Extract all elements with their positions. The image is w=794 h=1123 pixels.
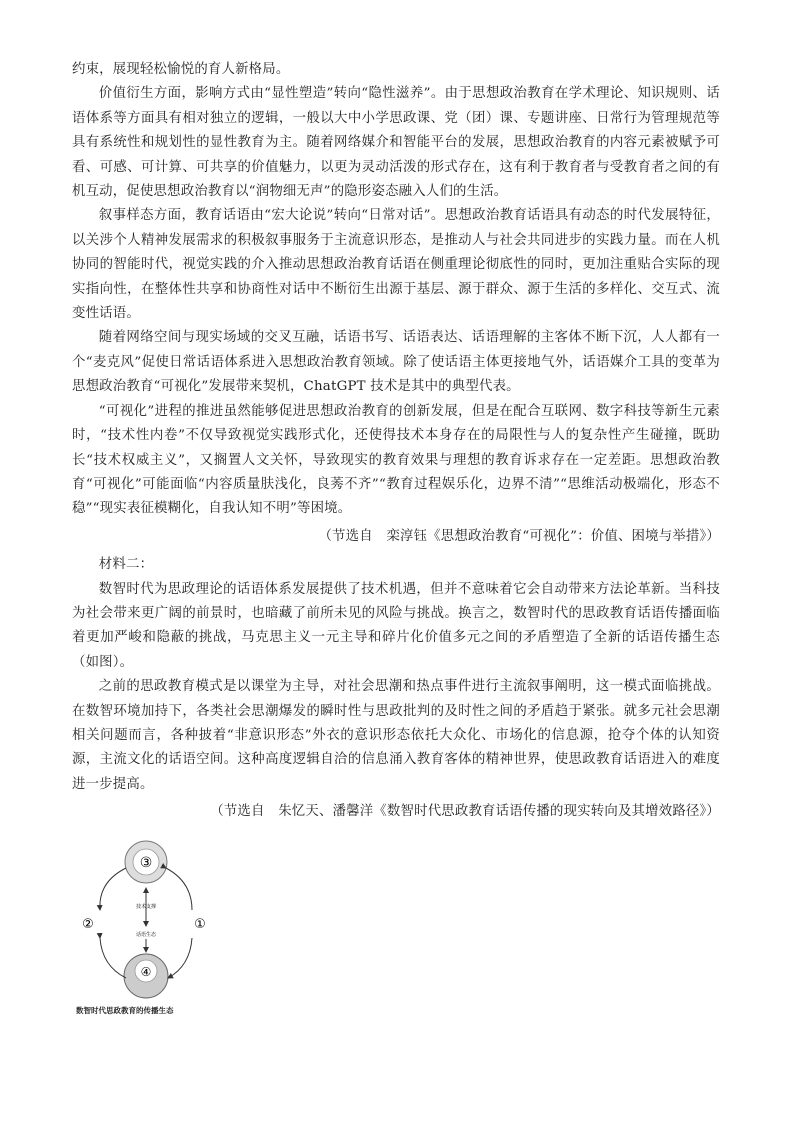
top-node-label: ③: [139, 855, 153, 871]
left-label: ②: [82, 917, 94, 932]
material-2-heading: 材料二：: [98, 557, 154, 573]
document-body: [72, 58, 720, 825]
arc-left-top: [100, 868, 126, 910]
figure-caption: 数智时代思政教育的传播生态: [76, 1006, 174, 1015]
paragraph-4: 随着网络空间与现实场域的交叉互融，话语书写、话语表达、话语理解的主客体不断下沉，人人都有一个“麦克风”促使日常话语体系进入思想政治教育领域。除了使话语主体更接地气外，话语媒介工具的变革为思想政治教育“可视化”发展带来契机，ChatGPT 技术是其中的典型代表。: [72, 330, 720, 395]
ecology-diagram: [76, 838, 226, 1023]
paragraph-1: 约束，展现轻松愉悦的育人新格局。: [72, 62, 290, 77]
paragraph-6: 数智时代为思政理论的话语体系发展提供了技术机遇，但并不意味着它会自动带来方法论革新。当科技为社会带来更广阔的前景时，也暗藏了前所未见的风险与挑战。换言之，数智时代的思政教育话语传播面临着更加严峻和隐蔽的挑战，马克思主义一元主导和碎片化价值多元之间的矛盾塑造了全新的话语传播生态（如图）。: [72, 581, 720, 670]
source-citation-2: （节选自 朱忆天、潘馨洋《数智时代思政教育话语传播的现实转向及其增效路径》）: [210, 804, 720, 820]
arc-right-bottom: [168, 938, 192, 978]
bottom-node-label: ④: [140, 965, 152, 979]
arc-left-bottom: [100, 938, 126, 978]
source-citation-1: （节选自 栾淳钰《思想政治教育“可视化”：价值、困境与举措》）: [318, 528, 720, 544]
center-top-text: 技术支撑: [135, 904, 157, 910]
paragraph-5: “可视化”进程的推进虽然能够促进思想政治教育的创新发展，但是在配合互联网、数字科技等新生元素时，“技术性内卷”不仅导致视觉实践形式化，还使得技术本身存在的局限性与人的复杂性产生碰撞，既助长“技术权威主义”，又搁置人文关怀，导致现实的教育效果与理想的教育诉求存在一定差距。思想政治教育“可视化”可能面临“内容质量肤浅化，良莠不齐”“教育过程娱乐化，边界不清”“思维活动极端化，形态不稳”“现实表征模糊化，自我认知不明”等困境。: [72, 403, 720, 517]
paragraph-2: 价值衍生方面，影响方式由“显性塑造”转向“隐性滋养”。由于思想政治教育在学术理论、知识规则、话语体系等方面具有相对独立的逻辑，一般以大中小学思政课、党（团）课、专题讲座、日常行为管理规范等具有系统性和规划性的显性教育为主。随着网络媒介和智能平台的发展，思想政治教育的内容元素被赋予可看、可感、可计算、可共享的价值魅力，以更为灵动活泼的形式存在，这有利于教育者与受教育者之间的有机互动，促使思想政治教育以“润物细无声”的隐形姿态融入人们的生活。: [72, 86, 720, 200]
right-label: ①: [194, 917, 206, 932]
paragraph-3: 叙事样态方面，教育话语由“宏大论说”转向“日常对话”。思想政治教育话语具有动态的时代发展特征，以关涉个人精神发展需求的积极叙事服务于主流意识形态，是推动人与社会共同进步的实践力量。而在人机协同的智能时代，视觉实践的介入推动思想政治教育话语在侧重理论彻底性的同时，更加注重贴合实际的现实指向性，在整体性共享和协商性对话中不断衍生出源于基层、源于群众、源于生活的多样化、交互式、流变性话语。: [72, 208, 720, 322]
paragraph-7: 之前的思政教育模式是以课堂为主导，对社会思潮和热点事件进行主流叙事阐明，这一模式面临挑战。在数智环境加持下，各类社会思潮爆发的瞬时性与思政批判的及时性之间的矛盾趋于紧张。就多元社会思潮相关问题而言，各种披着“非意识形态”外衣的意识形态依托大众化、市场化的信息源，抢夺个体的认知资源，主流文化的话语空间。这种高度逻辑自洽的信息涌入教育客体的精神世界，使思政教育话语进入的难度进一步提高。: [72, 679, 720, 792]
center-bottom-text: 话语生态: [135, 932, 157, 938]
arc-right-top: [166, 868, 192, 910]
